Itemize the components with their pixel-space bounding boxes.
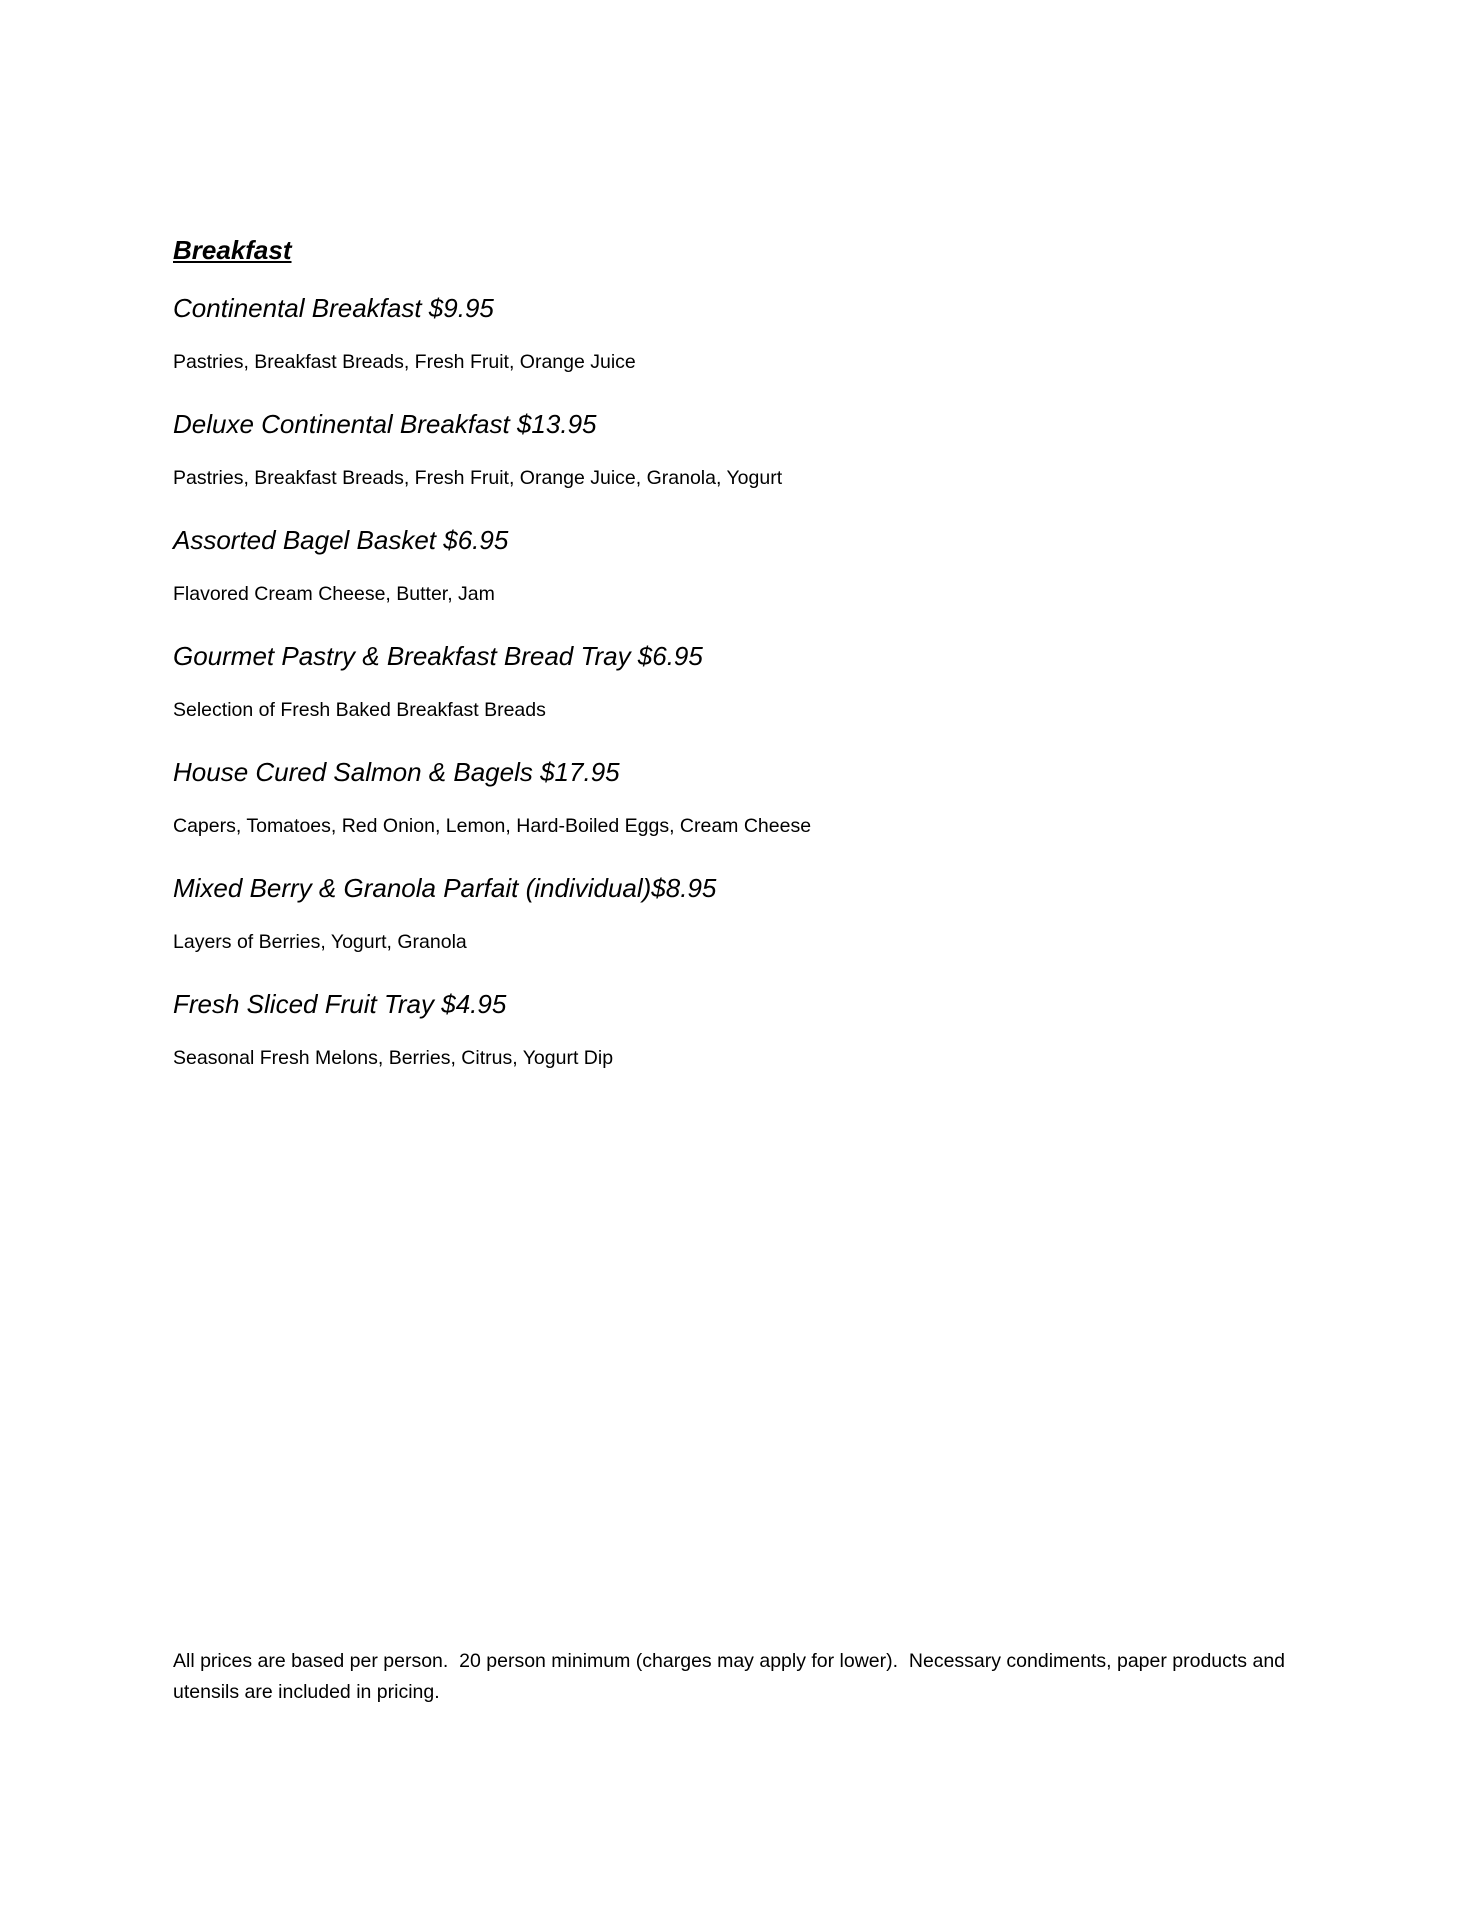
menu-item-description: Selection of Fresh Baked Breakfast Breads	[173, 699, 546, 721]
menu-item-description: Flavored Cream Cheese, Butter, Jam	[173, 583, 495, 605]
menu-content	[173, 232, 1323, 1102]
menu-item-description: Pastries, Breakfast Breads, Fresh Fruit, Orange Juice	[173, 351, 636, 373]
pricing-note-line: All prices are based per person. 20 person minimum (charges may apply for lower). Necessary condiments, paper products and	[173, 1650, 1286, 1672]
menu-item	[173, 406, 1323, 492]
pricing-note	[173, 1646, 1323, 1708]
menu-item-description: Capers, Tomatoes, Red Onion, Lemon, Hard-Boiled Eggs, Cream Cheese	[173, 815, 812, 837]
menu-item-title: Continental Breakfast $9.95	[173, 293, 494, 323]
menu-item	[173, 754, 1323, 840]
menu-item	[173, 870, 1323, 956]
menu-item	[173, 986, 1323, 1072]
menu-item-description: Pastries, Breakfast Breads, Fresh Fruit, Orange Juice, Granola, Yogurt	[173, 467, 783, 489]
menu-item-description: Seasonal Fresh Melons, Berries, Citrus, Yogurt Dip	[173, 1047, 614, 1069]
menu-item-title: Gourmet Pastry & Breakfast Bread Tray $6.95	[173, 641, 703, 671]
menu-item-title: Deluxe Continental Breakfast $13.95	[173, 409, 597, 439]
menu-item-title: Mixed Berry & Granola Parfait (individual)$8.95	[173, 873, 717, 903]
menu-item-title: House Cured Salmon & Bagels $17.95	[173, 757, 620, 787]
menu-item	[173, 290, 1323, 376]
pricing-note-line: utensils are included in pricing.	[173, 1681, 440, 1703]
menu-item-title: Fresh Sliced Fruit Tray $4.95	[173, 989, 507, 1019]
menu-item-description: Layers of Berries, Yogurt, Granola	[173, 931, 467, 953]
menu-item	[173, 638, 1323, 724]
menu-item-title: Assorted Bagel Basket $6.95	[173, 525, 509, 555]
menu-item	[173, 522, 1323, 608]
section-title: Breakfast	[173, 235, 292, 265]
